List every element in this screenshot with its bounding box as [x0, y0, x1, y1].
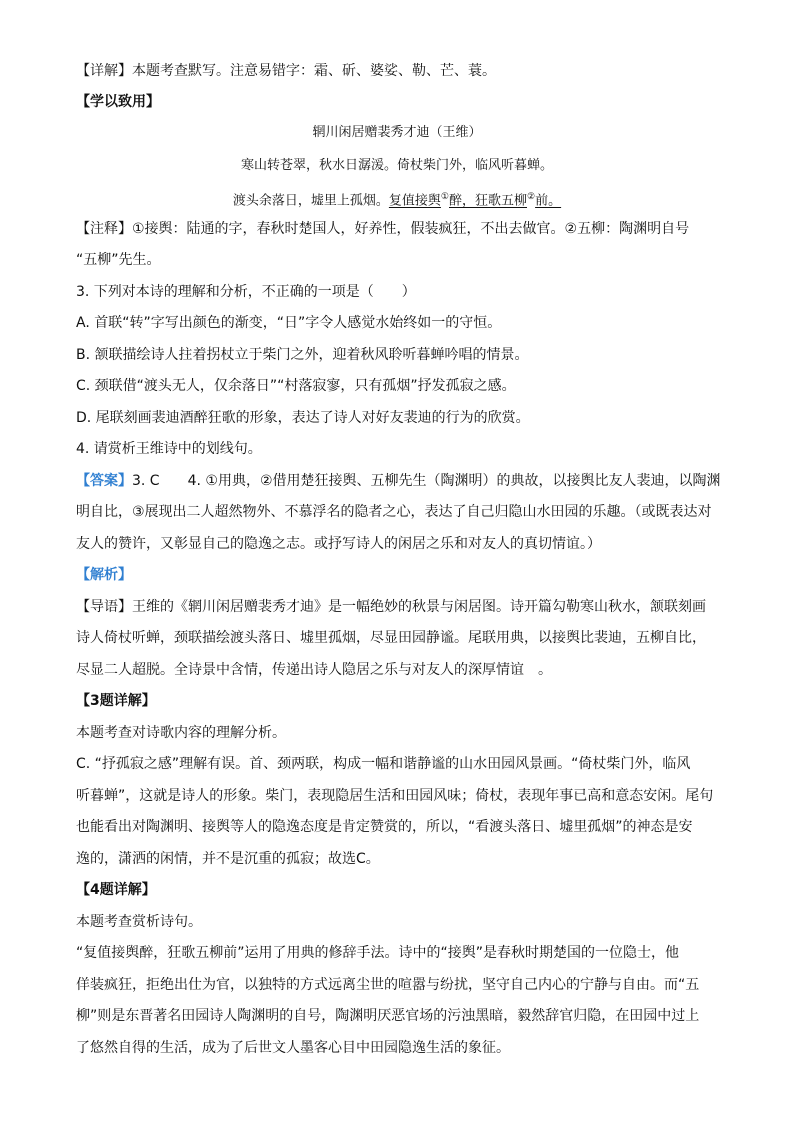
notes-line-2: “五柳”先生。	[76, 252, 161, 268]
answer-line-1	[76, 472, 724, 490]
q3-detail-intro: 本题考查对诗歌内容的理解分析。	[76, 725, 286, 741]
poem-line-2	[0, 188, 794, 210]
guide-line-2: 诗人倚杖听蝉，颈联描绘渡头落日、墟里孤烟，尽显田园静谧。尾联用典，以接舆比裴迪，五柳自比，	[76, 630, 706, 646]
q4-detail-intro: 本题考查赏析诗句。	[76, 914, 202, 930]
answer-line-2: 明自比，③展现出二人超然物外、不慕浮名的隐者之心，表达了自己归隐山水田园的乐趣。（或既表达对	[76, 504, 712, 520]
section-title: 【学以致用】	[76, 94, 160, 110]
detail-heading: 【详解】	[76, 63, 132, 79]
q4-detail-line-4: 了悠然自得的生活，成为了后世文人墨客心目中田园隐逸生活的象征。	[76, 1040, 510, 1056]
underlined-verse-a: 复值接舆	[388, 193, 441, 209]
question-3-option-b: B. 颔联描绘诗人拄着拐杖立于柴门之外，迎着秋风聆听暮蝉吟唱的情景。	[76, 347, 529, 363]
footnote-marker-2: ②	[527, 192, 536, 202]
q4-detail-line-2: 佯装疯狂，拒绝出仕为官，以独特的方式远离尘世的喧嚣与纷扰，坚守自己内心的宁静与自由。而“五	[76, 977, 700, 993]
poem-title: 辋川闲居赠裴秀才迪（王维）	[312, 125, 482, 140]
notes-line-1: 【注释】①接舆：陆通的字，春秋时楚国人，好养性，假装疯狂，不出去做官。②五柳：陶渊明自号	[76, 221, 690, 237]
q3-detail-heading: 【3题详解】	[76, 693, 156, 709]
q3-detail-line-4: 逸的，潇洒的闲情，并不是沉重的孤寂；故选C。	[76, 851, 380, 867]
q4-detail-heading: 【4题详解】	[76, 882, 156, 898]
poem-line-2-plain: 渡头余落日，墟里上孤烟。	[232, 193, 389, 209]
q3-detail-line-1: C. “抒孤寂之感”理解有误。首、颈两联，构成一幅和谐静谧的山水田园风景画。“倚杖柴门外，临风	[76, 756, 691, 772]
poem-line-1: 寒山转苍翠，秋水日潺湲。倚杖柴门外，临风听暮蝉。	[240, 158, 553, 173]
detail-paragraph	[76, 62, 724, 80]
q3-detail-line-3: 也能看出对陶渊明、接舆等人的隐逸态度是肯定赞赏的，所以，“看渡头落日、墟里孤烟”的神态是安	[76, 819, 693, 835]
question-4-stem: 4. 请赏析王维诗中的划线句。	[76, 441, 262, 457]
q3-detail-line-2: 听暮蝉”，这就是诗人的形象。柴门，表现隐居生活和田园风味；倚杖，表现年事已高和意态安闲。尾句	[76, 788, 714, 804]
underlined-verse-c: 前。	[535, 193, 562, 209]
answer-line-3: 友人的赞许，又彰显自己的隐逸之志。或抒写诗人的闲居之乐和对友人的真切情谊。）	[76, 536, 601, 552]
question-3-option-c: C. 颈联借“渡头无人，仅余落日”“村落寂寥，只有孤烟”抒发孤寂之感。	[76, 378, 516, 394]
question-3-option-a: A. 首联“转”字写出颜色的渐变，“日”字令人感觉水始终如一的守恒。	[76, 315, 502, 331]
question-3-option-d: D. 尾联刻画裴迪酒醉狂歌的形象，表达了诗人对好友裴迪的行为的欣赏。	[76, 410, 530, 426]
analysis-tag: 【解析】	[76, 567, 132, 583]
question-3-stem: 3. 下列对本诗的理解和分析，不正确的一项是（ ）	[76, 284, 416, 300]
q4-detail-line-1: “复值接舆醉，狂歌五柳前”运用了用典的修辞手法。诗中的“接舆”是春秋时期楚国的一位隐士，他	[76, 945, 680, 961]
detail-text: 本题考查默写。注意易错字：霜、斫、婆娑、勒、芒、蓑。	[132, 63, 496, 79]
q4-detail-line-3: 柳”则是东晋著名田园诗人陶渊明的自号，陶渊明厌恶官场的污浊黑暗，毅然辞官归隐，在田园中过上	[76, 1008, 700, 1024]
footnote-marker-1: ①	[440, 192, 449, 202]
guide-line-1: 【导语】王维的《辋川闲居赠裴秀才迪》是一幅绝妙的秋景与闲居图。诗开篇勾勒寒山秋水，颔联刻画	[76, 599, 706, 615]
guide-line-3: 尽显二人超脱。全诗景中含情，传递出诗人隐居之乐与对友人的深厚情谊 。	[76, 662, 552, 678]
underlined-verse-b: 醉，狂歌五柳	[449, 193, 528, 209]
answer-text-1: 3. C 4. ①用典，②借用楚狂接舆、五柳先生（陶渊明）的典故，以接舆比友人裴迪，以陶渊	[132, 473, 721, 489]
answer-tag: 【答案】	[76, 473, 132, 489]
